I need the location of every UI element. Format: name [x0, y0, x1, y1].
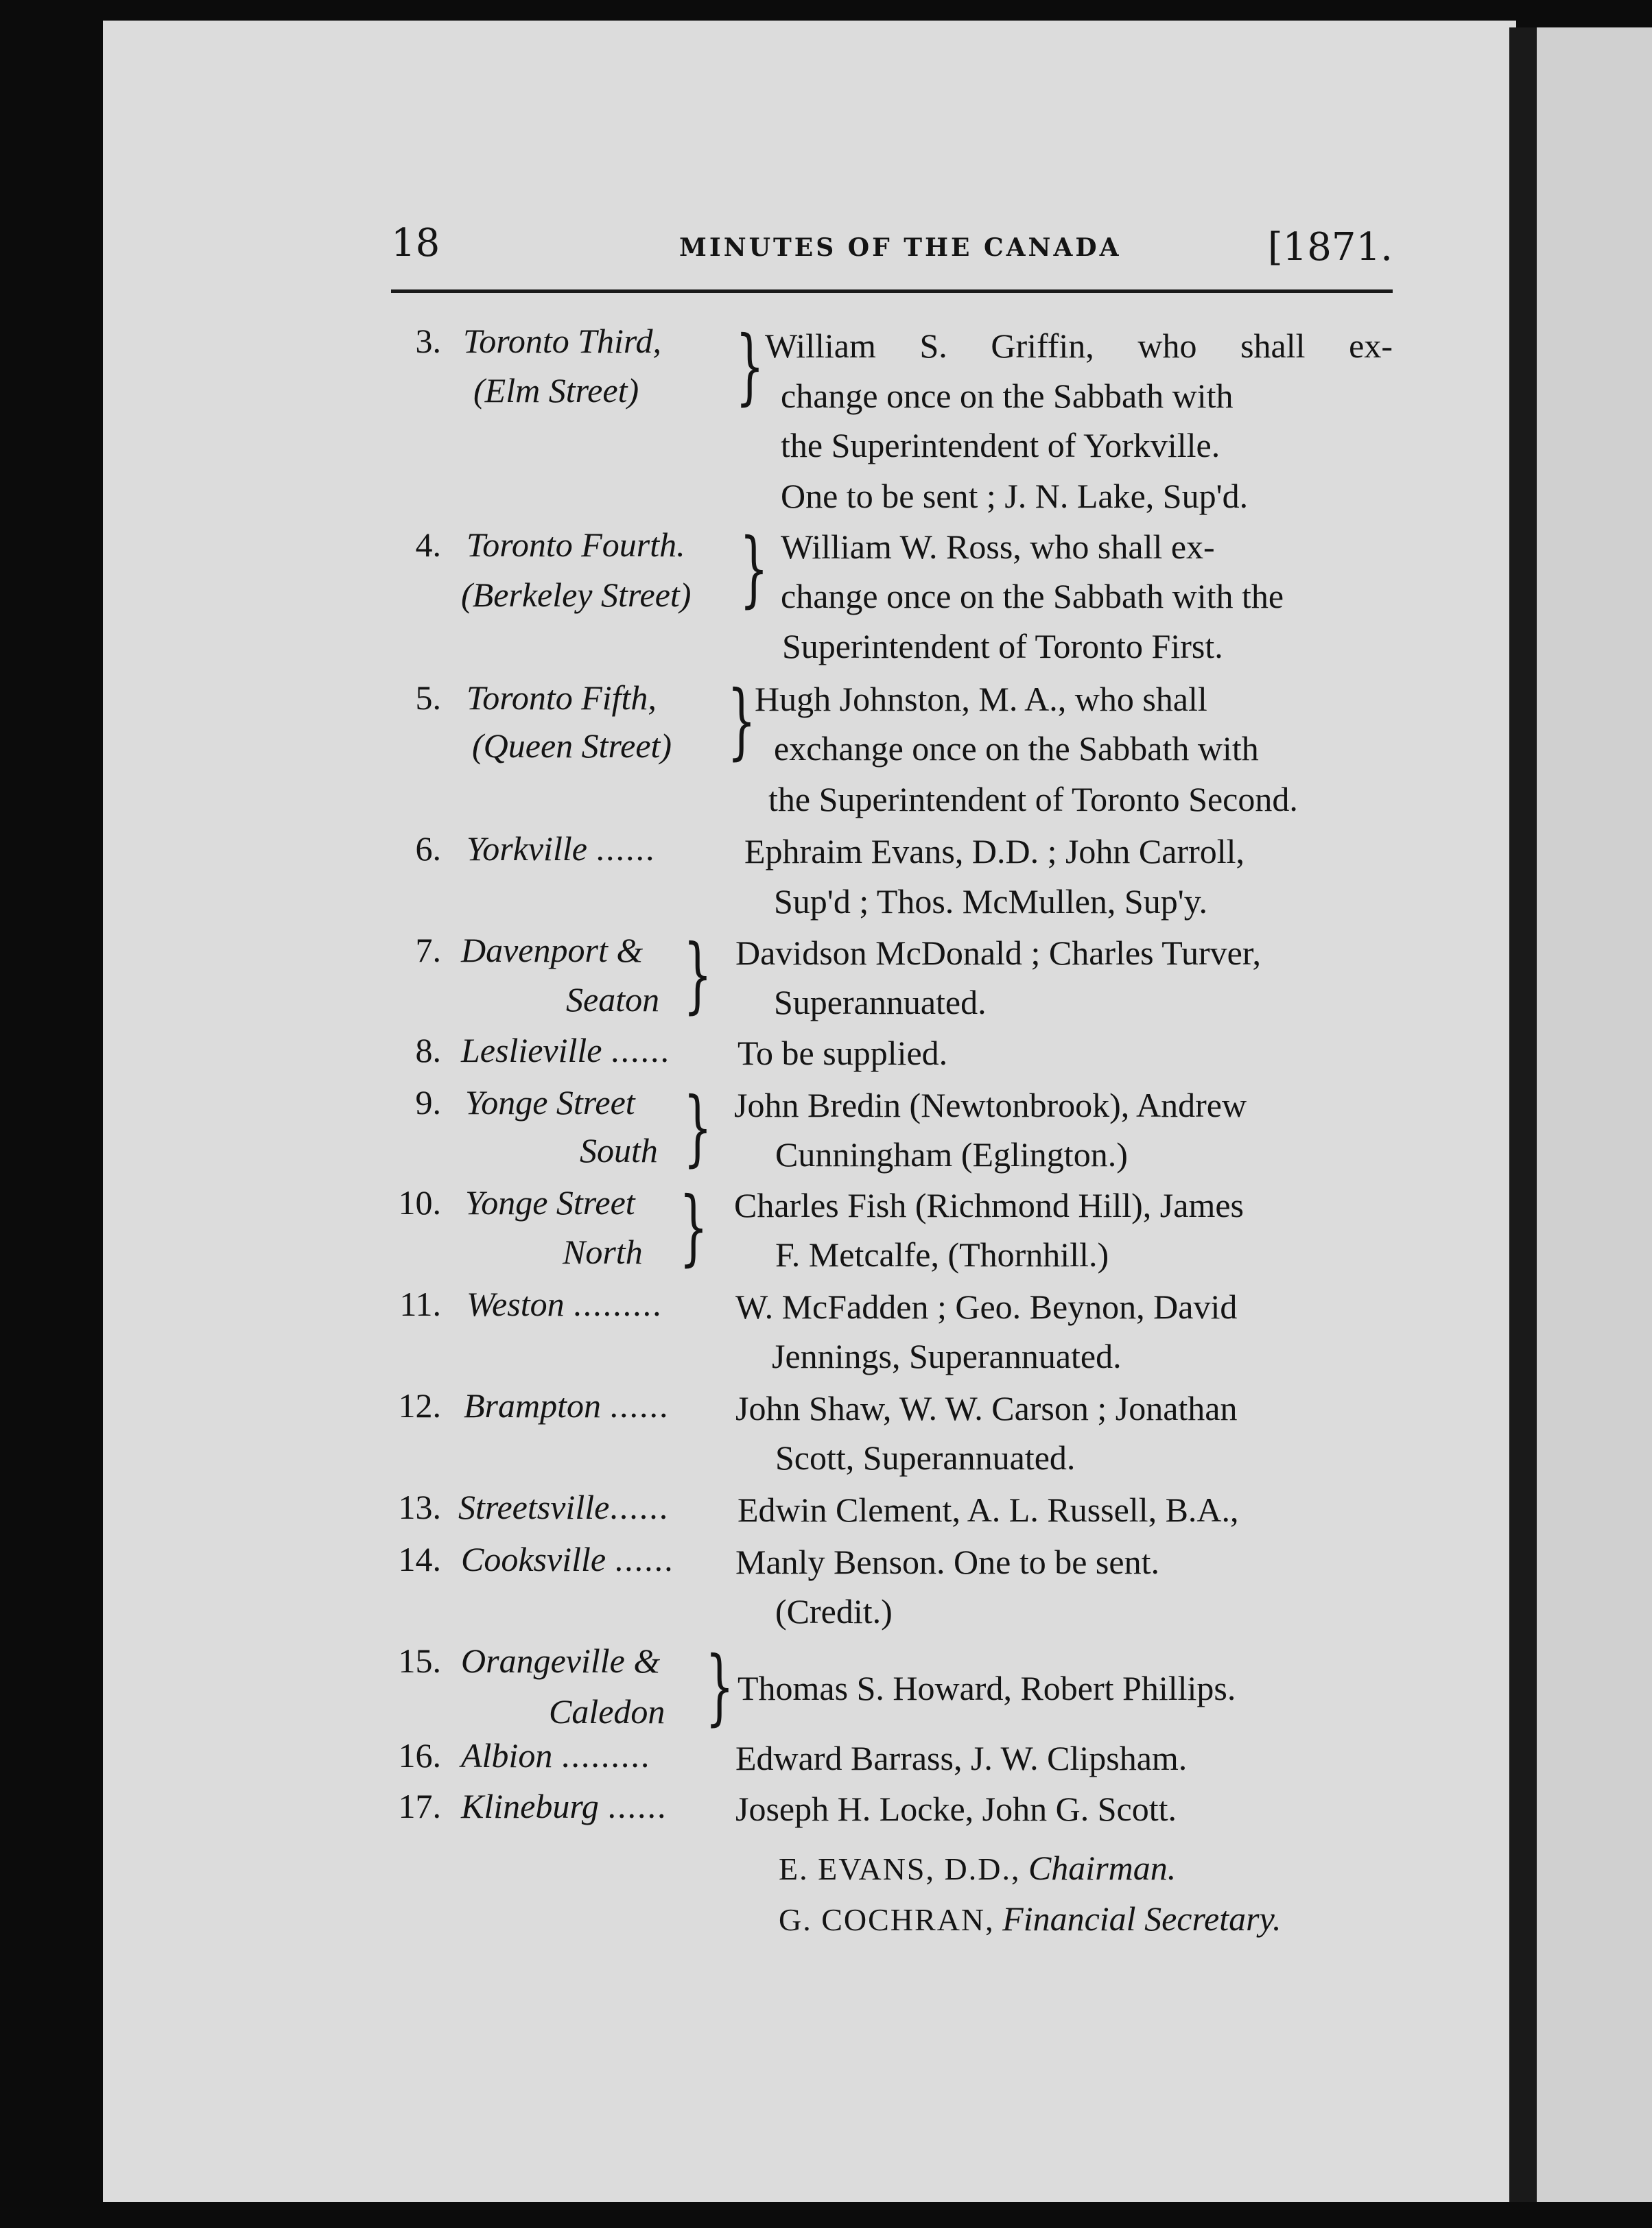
appointment-line: the Superintendent of Yorkville. [781, 426, 1220, 464]
appointment-line: Charles Fish (Richmond Hill), James [734, 1186, 1244, 1224]
book-gutter [1509, 27, 1537, 2202]
year-label: [1871. [1267, 225, 1393, 270]
circuit-name-line2: North [563, 1233, 643, 1271]
circuit-name: Klineburg ...... [461, 1787, 668, 1825]
appointment-line: William S. Griffin, who shall ex- [765, 327, 1393, 365]
leader-dots: ...... [611, 1031, 670, 1069]
entry-number: 14. [398, 1540, 441, 1578]
circuit-name: Weston ......... [467, 1285, 663, 1323]
circuit-name: Toronto Third, [463, 322, 662, 360]
circuit-name: Yonge Street [465, 1083, 635, 1122]
entry-number: 11. [399, 1285, 441, 1323]
circuit-name: Leslieville ...... [461, 1031, 670, 1069]
appointment-line: Scott, Superannuated. [775, 1438, 1076, 1477]
appointment-line: change once on the Sabbath with the [781, 577, 1284, 615]
circuit-name-line2: (Queen Street) [472, 726, 672, 765]
entry-number: 13. [398, 1488, 441, 1526]
brace: } [740, 521, 768, 617]
appointment-line: Superintendent of Toronto First. [782, 627, 1223, 665]
appointment-line: John Bredin (Newtonbrook), Andrew [734, 1086, 1247, 1124]
appointment-line: Superannuated. [774, 983, 987, 1021]
brace: } [679, 1180, 708, 1275]
leader-dots: ......... [573, 1285, 663, 1323]
appointment-line: Thomas S. Howard, Robert Phillips. [738, 1669, 1236, 1707]
signature-chairman: E. EVANS, D.D., Chairman. [779, 1849, 1177, 1887]
circuit-name-line2: Seaton [566, 980, 660, 1019]
circuit-name-line2: Caledon [549, 1692, 665, 1731]
header-rule [391, 289, 1393, 293]
circuit-name: Toronto Fourth. [467, 525, 685, 564]
leader-dots: ......... [560, 1736, 651, 1775]
page-header [391, 221, 1393, 269]
entry-number: 12. [398, 1386, 441, 1425]
appointment-line: Jennings, Superannuated. [772, 1337, 1122, 1375]
adjacent-page-edge [1537, 27, 1652, 2202]
circuit-name: Toronto Fifth, [467, 678, 657, 717]
entry-number: 6. [415, 829, 441, 868]
brace: } [705, 1639, 734, 1735]
appointment-line: Manly Benson. One to be sent. [735, 1543, 1159, 1581]
entry-number: 10. [398, 1183, 441, 1222]
entry-number: 16. [398, 1736, 441, 1775]
entry-number: 7. [415, 931, 441, 969]
appointment-line: Joseph H. Locke, John G. Scott. [735, 1790, 1177, 1828]
appointment-line: John Shaw, W. W. Carson ; Jonathan [735, 1389, 1238, 1427]
appointment-line: Edward Barrass, J. W. Clipsham. [735, 1739, 1188, 1777]
appointment-line: Sup'd ; Thos. McMullen, Sup'y. [774, 882, 1207, 921]
circuit-name: Streetsville...... [458, 1488, 670, 1526]
appointment-line: exchange once on the Sabbath with [774, 729, 1259, 768]
entry-number: 8. [415, 1031, 441, 1069]
appointment-line: To be supplied. [738, 1034, 948, 1072]
appointment-line: the Superintendent of Toronto Second. [768, 780, 1298, 818]
leader-dots: ...... [609, 1488, 670, 1526]
brace: } [727, 674, 756, 769]
circuit-name: Davenport & [461, 931, 644, 969]
appointment-line: Edwin Clement, A. L. Russell, B.A., [738, 1491, 1239, 1529]
appointment-line: Cunningham (Eglington.) [775, 1135, 1128, 1174]
page-number: 18 [391, 221, 440, 265]
signature-financial-secretary: G. COCHRAN, Financial Secretary. [779, 1899, 1282, 1938]
entry-number: 9. [415, 1083, 441, 1122]
appointment-line: Ephraim Evans, D.D. ; John Carroll, [744, 832, 1245, 870]
entry-number: 4. [415, 525, 441, 564]
appointment-line: W. McFadden ; Geo. Beynon, David [735, 1288, 1238, 1326]
running-title: MINUTES OF THE CANADA [679, 233, 1122, 262]
entry-number: 15. [398, 1642, 441, 1680]
leader-dots: ...... [614, 1540, 674, 1578]
circuit-name: Albion ......... [461, 1736, 651, 1775]
circuit-name-line2: (Elm Street) [473, 371, 639, 410]
circuit-name: Cooksville ...... [461, 1540, 674, 1578]
brace: } [683, 1080, 712, 1176]
entry-number: 17. [398, 1787, 441, 1825]
leader-dots: ...... [595, 829, 656, 868]
appointment-line: Hugh Johnston, M. A., who shall [755, 680, 1207, 718]
circuit-name: Yonge Street [465, 1183, 635, 1222]
circuit-name: Brampton ...... [464, 1386, 670, 1425]
circuit-name: Orangeville & [461, 1642, 661, 1680]
brace: } [735, 319, 764, 414]
entry-number: 5. [415, 678, 441, 717]
brace: } [683, 927, 712, 1023]
circuit-name: Yorkville ...... [467, 829, 656, 868]
leader-dots: ...... [609, 1386, 670, 1425]
appointment-line: One to be sent ; J. N. Lake, Sup'd. [781, 477, 1249, 515]
entry-number: 3. [415, 322, 441, 360]
appointment-line: change once on the Sabbath with [781, 377, 1234, 415]
appointment-line: F. Metcalfe, (Thornhill.) [775, 1235, 1109, 1274]
appointment-line: (Credit.) [775, 1592, 893, 1631]
appointment-line: William W. Ross, who shall ex- [781, 528, 1215, 566]
leader-dots: ...... [607, 1787, 668, 1825]
circuit-name-line2: (Berkeley Street) [461, 576, 692, 614]
appointment-line: Davidson McDonald ; Charles Turver, [735, 934, 1261, 972]
circuit-name-line2: South [580, 1131, 658, 1170]
